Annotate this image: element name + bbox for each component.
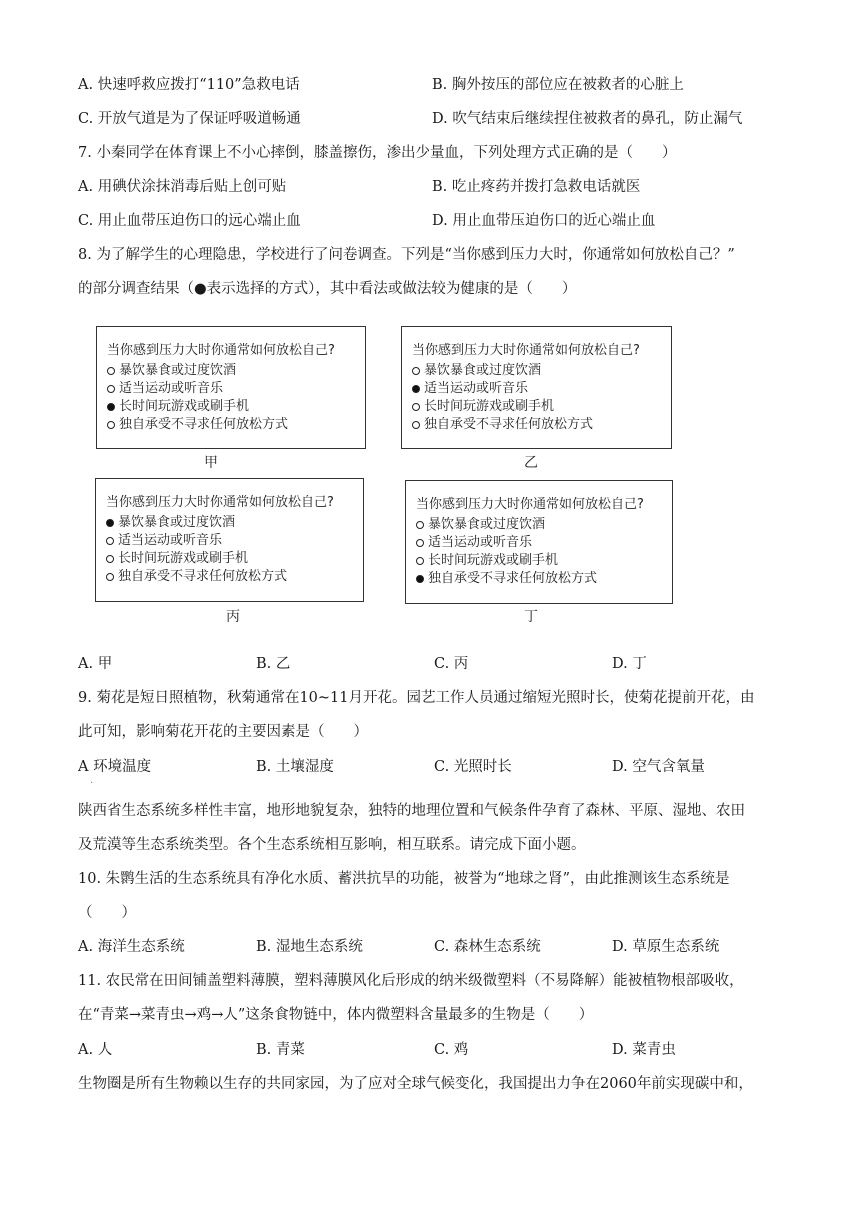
survey-panel-yi xyxy=(401,326,672,449)
survey-option: 适当运动或听音乐 xyxy=(107,380,365,398)
survey-option: 暴饮暴食或过度饮酒 xyxy=(106,514,363,532)
passage2-line1: 生物圈是所有生物赖以生存的共同家园，为了应对全球气候变化，我国提出力争在2060年前实现碳中和， xyxy=(78,1076,753,1092)
q7-option-d: D. 用止血带压迫伤口的近心端止血 xyxy=(432,213,656,229)
q10-stem-line1: 10. 朱鹮生活的生态系统具有净化水质、蓄洪抗旱的功能，被誉为“地球之肾”，由此推测该生态系统是 xyxy=(78,871,730,887)
q10-stem-line2: （ ） xyxy=(78,905,136,921)
q9-option-c: C. 光照时长 xyxy=(434,759,512,775)
survey-option: 暴饮暴食或过度饮酒 xyxy=(416,516,672,534)
radio-icon xyxy=(416,539,424,547)
radio-icon xyxy=(412,421,420,429)
panel-caption-yi: 乙 xyxy=(524,455,538,471)
radio-icon xyxy=(416,521,424,529)
q7-option-a: A. 用碘伏涂抹消毒后贴上创可贴 xyxy=(78,179,287,195)
q7-option-c: C. 用止血带压迫伤口的远心端止血 xyxy=(78,213,301,229)
radio-icon xyxy=(412,367,420,375)
q9-option-b: B. 土壤湿度 xyxy=(256,759,334,775)
scan-mark: · xyxy=(90,778,94,789)
panel-caption-jia: 甲 xyxy=(204,455,218,471)
survey-option: 独自承受不寻求任何放松方式 xyxy=(107,416,365,434)
q11-option-a: A. 人 xyxy=(78,1042,113,1058)
q8-option-a: A. 甲 xyxy=(78,656,113,672)
survey-question: 当你感到压力大时你通常如何放松自己? xyxy=(416,497,644,512)
radio-icon xyxy=(106,555,114,563)
survey-option: 独自承受不寻求任何放松方式 xyxy=(416,570,672,588)
q11-option-b: B. 青菜 xyxy=(256,1042,305,1058)
q11-option-c: C. 鸡 xyxy=(434,1042,469,1058)
survey-option: 适当运动或听音乐 xyxy=(412,380,671,398)
survey-option: 长时间玩游戏或刷手机 xyxy=(412,398,671,416)
q9-option-d: D. 空气含氧量 xyxy=(612,759,705,775)
radio-icon xyxy=(106,573,114,581)
q10-option-c: C. 森林生态系统 xyxy=(434,939,541,955)
radio-selected-icon xyxy=(416,575,424,583)
q8-stem-line2: 的部分调查结果（●表示选择的方式），其中看法或做法较为健康的是（ ） xyxy=(78,281,577,297)
survey-option: 独自承受不寻求任何放松方式 xyxy=(106,568,363,586)
survey-option: 长时间玩游戏或刷手机 xyxy=(107,398,365,416)
radio-icon xyxy=(107,385,115,393)
passage1-line2: 及荒漠等生态系统类型。各个生态系统相互影响，相互联系。请完成下面小题。 xyxy=(78,837,586,853)
radio-icon xyxy=(107,367,115,375)
q6-option-b: B. 胸外按压的部位应在被救者的心脏上 xyxy=(432,77,684,93)
radio-selected-icon xyxy=(106,519,114,527)
q10-option-b: B. 湿地生态系统 xyxy=(256,939,363,955)
q6-option-a: A. 快速呼救应拨打“110”急救电话 xyxy=(78,77,300,93)
q9-option-a: A 环境温度 xyxy=(78,759,152,775)
panel-caption-ding: 丁 xyxy=(524,609,538,625)
q7-stem: 7. 小秦同学在体育课上不小心摔倒，膝盖擦伤，渗出少量血，下列处理方式正确的是（ ） xyxy=(78,145,677,161)
q9-stem-line1: 9. 菊花是短日照植物，秋菊通常在10~11月开花。园艺工作人员通过缩短光照时长，使菊花提前开花，由 xyxy=(78,690,755,706)
panel-caption-bing: 丙 xyxy=(226,609,240,625)
q11-stem-line2: 在“青菜→菜青虫→鸡→人”这条食物链中，体内微塑料含量最多的生物是（ ） xyxy=(78,1007,594,1023)
radio-selected-icon xyxy=(412,385,420,393)
survey-option: 独自承受不寻求任何放松方式 xyxy=(412,416,671,434)
radio-icon xyxy=(107,421,115,429)
survey-panel-ding xyxy=(405,480,673,604)
q10-option-a: A. 海洋生态系统 xyxy=(78,939,185,955)
q8-stem-line1: 8. 为了解学生的心理隐患，学校进行了问卷调查。下列是“当你感到压力大时，你通常如何放松自己？” xyxy=(78,247,735,263)
q7-option-b: B. 吃止疼药并拨打急救电话就医 xyxy=(432,179,641,195)
survey-panel-jia xyxy=(96,326,366,449)
q6-option-d: D. 吹气结束后继续捏住被救者的鼻孔，防止漏气 xyxy=(432,111,743,127)
survey-option: 适当运动或听音乐 xyxy=(106,532,363,550)
survey-option: 长时间玩游戏或刷手机 xyxy=(106,550,363,568)
survey-panel-bing xyxy=(95,478,364,602)
radio-icon xyxy=(106,537,114,545)
survey-question: 当你感到压力大时你通常如何放松自己? xyxy=(412,343,640,358)
radio-selected-icon xyxy=(107,403,115,411)
q8-option-d: D. 丁 xyxy=(612,656,647,672)
survey-option: 长时间玩游戏或刷手机 xyxy=(416,552,672,570)
q11-stem-line1: 11. 农民常在田间铺盖塑料薄膜，塑料薄膜风化后形成的纳米级微塑料（不易降解）能被植物根部吸收， xyxy=(78,973,744,989)
radio-icon xyxy=(416,557,424,565)
q8-option-c: C. 丙 xyxy=(434,656,469,672)
survey-option: 暴饮暴食或过度饮酒 xyxy=(412,362,671,380)
q8-option-b: B. 乙 xyxy=(256,656,291,672)
radio-icon xyxy=(412,403,420,411)
survey-question: 当你感到压力大时你通常如何放松自己? xyxy=(107,343,335,358)
q11-option-d: D. 菜青虫 xyxy=(612,1042,676,1058)
q6-option-c: C. 开放气道是为了保证呼吸道畅通 xyxy=(78,111,301,127)
survey-question: 当你感到压力大时你通常如何放松自己? xyxy=(106,495,334,510)
q9-stem-line2: 此可知，影响菊花开花的主要因素是（ ） xyxy=(78,724,368,740)
survey-option: 适当运动或听音乐 xyxy=(416,534,672,552)
q10-option-d: D. 草原生态系统 xyxy=(612,939,720,955)
survey-option: 暴饮暴食或过度饮酒 xyxy=(107,362,365,380)
passage1-line1: 陕西省生态系统多样性丰富，地形地貌复杂，独特的地理位置和气候条件孕育了森林、平原、湿地、农田 xyxy=(78,803,745,819)
